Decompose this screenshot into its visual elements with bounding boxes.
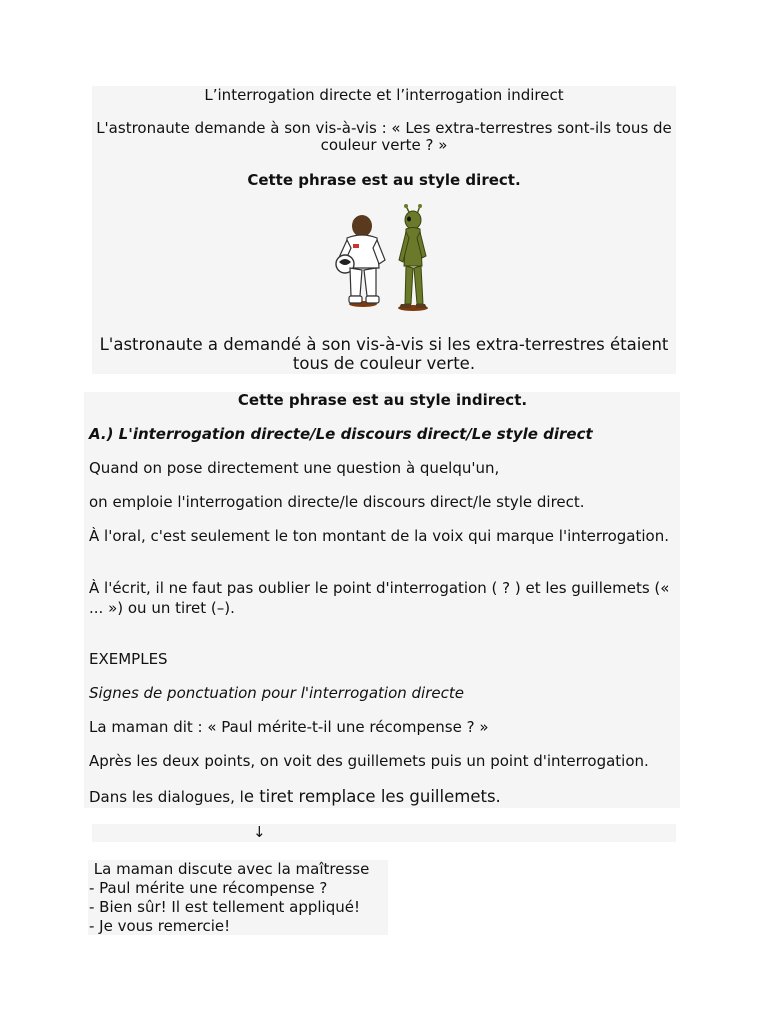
- example-1: La maman dit : « Paul mérite-t-il une récompense ? »: [89, 718, 489, 736]
- paragraph-3: À l'oral, c'est seulement le ton montant de la voix qui marque l'interrogation.: [89, 527, 670, 545]
- section-a-heading: A.) L'interrogation directe/Le discours direct/Le style direct: [89, 425, 593, 443]
- astronaut-icon: [336, 215, 385, 307]
- direct-style-label: Cette phrase est au style direct.: [247, 171, 521, 189]
- astronaut-alien-illustration: [327, 204, 443, 320]
- example-3: [89, 788, 676, 806]
- example-3-part-1: Dans les dialogues, l: [89, 788, 244, 806]
- paragraph-2: on emploie l'interrogation directe/le discours direct/le style direct.: [89, 493, 585, 511]
- examples-heading: EXEMPLES: [89, 650, 168, 668]
- paragraph-1: Quand on pose directement une question à quelqu'un,: [89, 459, 500, 477]
- page-title: L’interrogation directe et l’interrogation indirect: [204, 86, 564, 104]
- arrow-bar: [92, 824, 676, 842]
- dialogue-line-3: - Bien sûr! Il est tellement appliqué!: [89, 898, 360, 916]
- example-2: Après les deux points, on voit des guillemets puis un point d'interrogation.: [89, 752, 649, 770]
- direct-question-example: L'astronaute demande à son vis-à-vis : « Les extra-terrestres sont-ils tous de couleur verte ? »: [96, 119, 672, 154]
- intro-block: [92, 86, 676, 374]
- dialogue-line-2: - Paul mérite une récompense ?: [89, 879, 328, 897]
- indirect-question-example: L'astronaute a demandé à son vis-à-vis si les extra-terrestres étaient tous de couleur verte.: [99, 335, 669, 373]
- down-arrow-icon: ↓: [253, 823, 266, 841]
- paragraph-4: À l'écrit, il ne faut pas oublier le point d'interrogation ( ? ) et les guillemets (« ... ») ou un tiret (–).: [89, 579, 670, 617]
- dialogue-line-1: La maman discute avec la maîtresse: [89, 860, 370, 878]
- indirect-style-label: Cette phrase est au style indirect.: [237, 391, 528, 409]
- dialogue-line-4: - Je vous remercie!: [89, 917, 231, 935]
- examples-subtitle: Signes de ponctuation pour l'interrogation directe: [89, 684, 464, 702]
- dialogue-block: [88, 860, 388, 935]
- example-3-part-2: e tiret remplace les guillemets.: [243, 787, 501, 806]
- section-a-block: [84, 392, 680, 808]
- alien-icon: [398, 204, 428, 311]
